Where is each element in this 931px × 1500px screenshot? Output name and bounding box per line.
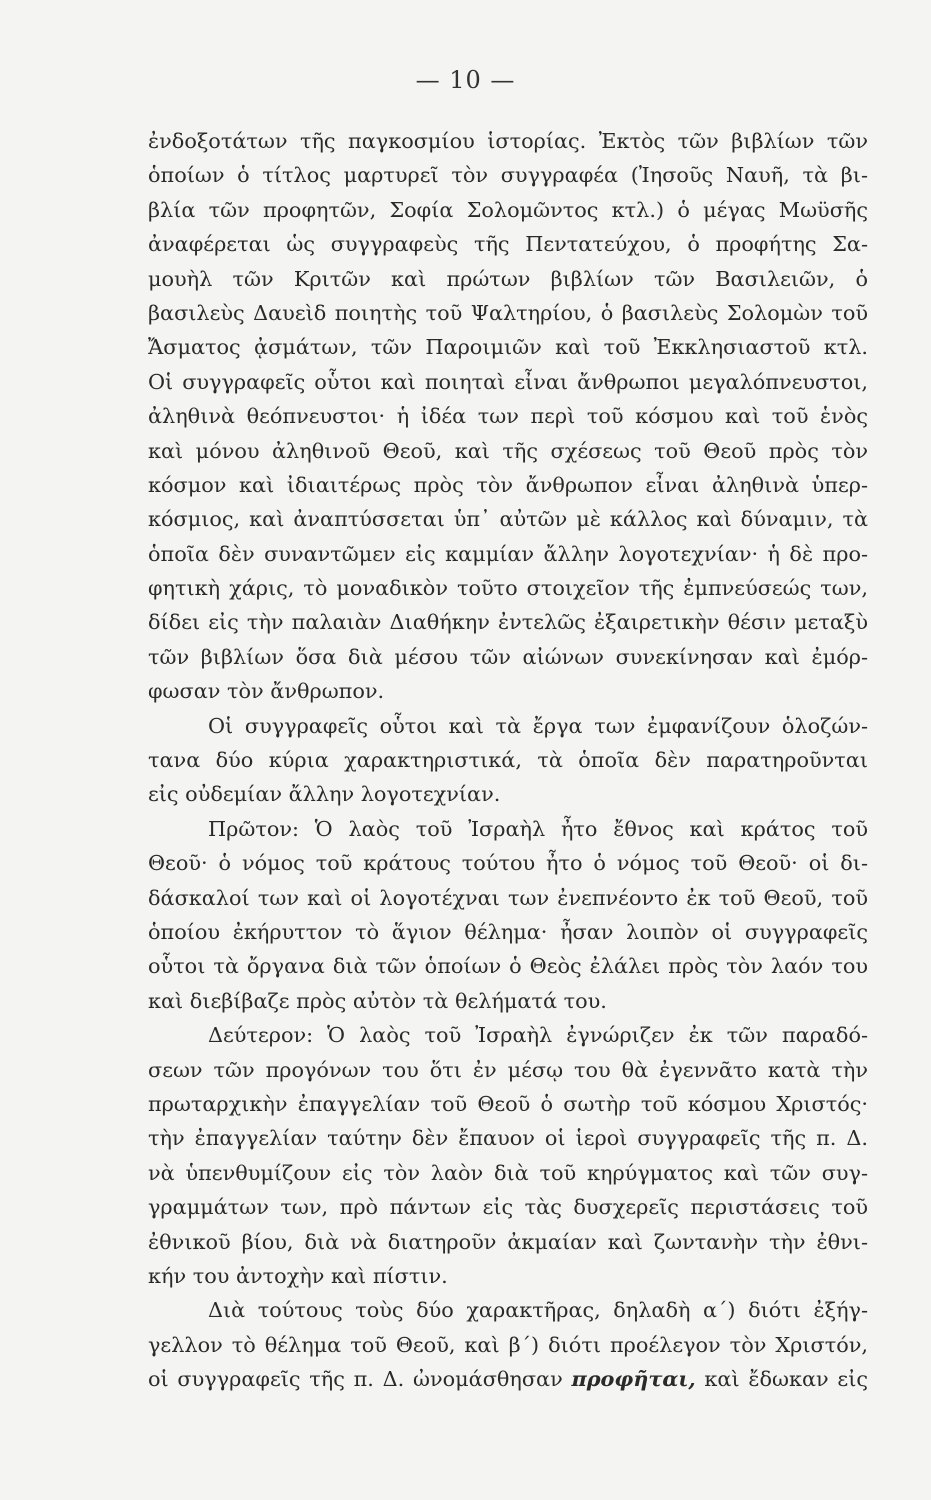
text-line: κόσμιος, καὶ ἀναπτύσσεται ὑπ᾽ αὐτῶν μὲ κάλλος καὶ δύναμιν, τὰ (148, 507, 868, 532)
text-line: Διὰ τούτους τοὺς δύο χαρακτῆρας, δηλαδὴ α΄) διότι ἐξήγ- (208, 1298, 868, 1323)
text-line: Οἱ συγγραφεῖς οὗτοι καὶ ποιηταὶ εἶναι ἄνθρωποι μεγαλόπνευστοι, (148, 369, 868, 394)
text-line: ὁποίων ὁ τίτλος μαρτυρεῖ τὸν συγγραφέα (Ἰησοῦς Ναυῆ, τὰ βι- (148, 163, 868, 188)
text-line: Δεύτερον: Ὁ λαὸς τοῦ Ἰσραὴλ ἐγνώριζεν ἐκ τῶν παραδό- (208, 1023, 868, 1048)
text-line: Θεοῦ· ὁ νόμος τοῦ κράτους τούτου ἦτο ὁ νόμος τοῦ Θεοῦ· οἱ δι- (148, 851, 868, 876)
text-line: κήν του ἀντοχὴν καὶ πίστιν. (148, 1263, 448, 1288)
text-line: τῶν βιβλίων ὅσα διὰ μέσου τῶν αἰώνων συνεκίνησαν καὶ ἐμόρ- (148, 644, 868, 669)
text-line: βλία τῶν προφητῶν, Σοφία Σολομῶντος κτλ.) ὁ μέγας Μωϋσῆς (148, 197, 868, 222)
page-number: — 10 — (415, 66, 516, 94)
final-text-line (148, 1362, 868, 1396)
text-line: εἰς οὐδεμίαν ἄλλην λογοτεχνίαν. (148, 782, 501, 807)
text-line: οὗτοι τὰ ὄργανα διὰ τῶν ὁποίων ὁ Θεὸς ἐλάλει πρὸς τὸν λαόν του (148, 954, 868, 979)
text-line: φητικὴ χάρις, τὸ μοναδικὸν τοῦτο στοιχεῖον τῆς ἐμπνεύσεώς των, (148, 576, 868, 601)
text-line: Ἄσματος ᾀσμάτων, τῶν Παροιμιῶν καὶ τοῦ Ἐκκλησιαστοῦ κτλ. (148, 335, 868, 360)
text-line: πρωταρχικὴν ἐπαγγελίαν τοῦ Θεοῦ ὁ σωτὴρ τοῦ κόσμου Χριστός· (148, 1091, 868, 1116)
emphasized-word: προφῆται, (571, 1366, 696, 1392)
text-line: ἀληθινὰ θεόπνευστοι· ἡ ἰδέα των περὶ τοῦ κόσμου καὶ τοῦ ἑνὸς (148, 404, 868, 429)
text-line: γελλον τὸ θέλημα τοῦ Θεοῦ, καὶ β΄) διότι προέλεγον τὸν Χριστόν, (148, 1332, 868, 1357)
text-line: τὴν ἐπαγγελίαν ταύτην δὲν ἔπαυον οἱ ἱεροὶ συγγραφεῖς τῆς π. Δ. (148, 1126, 868, 1151)
body-text (148, 124, 868, 1396)
text-line: καὶ διεβίβαζε πρὸς αὐτὸν τὰ θελήματά του. (148, 988, 607, 1013)
text-line: καὶ μόνου ἀληθινοῦ Θεοῦ, καὶ τῆς σχέσεως τοῦ Θεοῦ πρὸς τὸν (148, 438, 868, 463)
final-line-before: οἱ συγγραφεῖς τῆς π. Δ. ὠνομάσθησαν (148, 1367, 572, 1392)
text-line: μουὴλ τῶν Κριτῶν καὶ πρώτων βιβλίων τῶν Βασιλειῶν, ὁ (148, 266, 868, 291)
text-line: βασιλεὺς Δαυεὶδ ποιητὴς τοῦ Ψαλτηρίου, ὁ βασιλεὺς Σολομὼν τοῦ (148, 300, 868, 325)
text-line: ὁποίου ἐκήρυττον τὸ ἅγιον θέλημα· ἦσαν λοιπὸν οἱ συγγραφεῖς (148, 919, 868, 944)
text-line: σεων τῶν προγόνων του ὅτι ἐν μέσῳ του θὰ ἐγεννᾶτο κατὰ τὴν (148, 1057, 868, 1082)
text-line: ἐνδοξοτάτων τῆς παγκοσμίου ἱστορίας. Ἐκτὸς τῶν βιβλίων τῶν (148, 129, 868, 153)
text-line: γραμμάτων των, πρὸ πάντων εἰς τὰς δυσχερεῖς περιστάσεις τοῦ (148, 1195, 868, 1220)
text-line: κόσμον καὶ ἰδιαιτέρως πρὸς τὸν ἄνθρωπον εἶναι ἀληθινὰ ὑπερ- (148, 472, 868, 497)
text-line: ἀναφέρεται ὡς συγγραφεὺς τῆς Πεντατεύχου, ὁ προφήτης Σα- (148, 232, 868, 257)
final-line-after: καὶ ἔδωκαν εἰς (695, 1367, 868, 1392)
text-line: νὰ ὑπενθυμίζουν εἰς τὸν λαὸν διὰ τοῦ κηρύγματος καὶ τῶν συγ- (148, 1160, 868, 1185)
text-line: τανα δύο κύρια χαρακτηριστικά, τὰ ὁποῖα δὲν παρατηροῦνται (148, 748, 868, 773)
text-line: ἐθνικοῦ βίου, διὰ νὰ διατηροῦν ἀκμαίαν καὶ ζωντανὴν τὴν ἐθνι- (148, 1229, 868, 1254)
text-line: δίδει εἰς τὴν παλαιὰν Διαθήκην ἐντελῶς ἐξαιρετικὴν θέσιν μεταξὺ (148, 610, 868, 635)
text-line: Πρῶτον: Ὁ λαὸς τοῦ Ἰσραὴλ ἦτο ἔθνος καὶ κράτος τοῦ (208, 816, 868, 841)
text-line: Οἱ συγγραφεῖς οὗτοι καὶ τὰ ἔργα των ἐμφανίζουν ὁλοζών- (208, 713, 868, 738)
text-line: δάσκαλοί των καὶ οἱ λογοτέχναι των ἐνεπνέοντο ἐκ τοῦ Θεοῦ, τοῦ (148, 885, 868, 910)
text-line: φωσαν τὸν ἄνθρωπον. (148, 679, 385, 704)
text-line: ὁποῖα δὲν συναντῶμεν εἰς καμμίαν ἄλλην λογοτεχνίαν· ἡ δὲ προ- (148, 541, 868, 566)
